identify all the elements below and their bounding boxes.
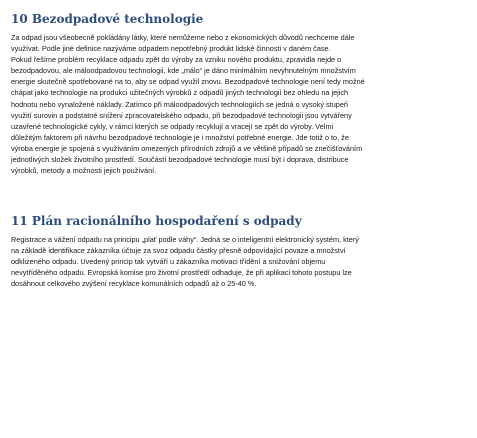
paragraph-line: energie skutečně spotřebované na to, aby se odpad využil znovu. Bezodpadové technologie není tedy možné	[11, 77, 365, 87]
paragraph-line: Registrace a vážení odpadu na principu „plať podle váhy“. Jedná se o inteligentní elektronický systém, který	[11, 235, 359, 244]
paragraph-line: jednotlivých složek životního prostředí. Součástí bezodpadové technologie musí být i doprava, distribuce	[11, 155, 349, 165]
paragraph-line: na základě identifikace zákazníka účtuje za svoz odpadu částky přesně odpovídající povaze a množství	[11, 246, 346, 256]
section-heading: 10 Bezodpadové technologie	[11, 12, 204, 26]
paragraph-line: nevytříděného odpadu. Evropská komise pro životní prostředí odhaduje, že při aplikaci tohoto postupu lze	[11, 268, 352, 278]
paragraph-line: Za odpad jsou všeobecně pokládány látky, které nemůžeme nebo z ekonomických důvodů nechceme dále	[11, 33, 355, 42]
section-paragraph	[11, 32, 467, 176]
section-heading: 11 Plán racionálního hospodaření s odpady	[11, 214, 302, 228]
paragraph-line: odklizeného odpadu. Uvedený princip tak vytváří u zákazníka motivaci třídění a snižování objemu	[11, 257, 326, 267]
section-paragraph	[11, 234, 467, 289]
paragraph-line: dosáhnout celkového zvýšení recyklace komunálních odpadů až o 25-40 %.	[11, 279, 257, 289]
paragraph-line: Pokud řešíme problém recyklace odpadu zpět do výroby za vzniku nového produktu, zpravidla nejde o	[11, 55, 342, 65]
paragraph-line: využívat. Podle jiné definice nazýváme odpadem nepotřebný produkt lidské činnosti v daném čase.	[11, 44, 331, 54]
paragraph-line: důležitým faktorem při návrhu bezodpadové technologie je i množství potřebné energie. Jde totiž o to, že	[11, 132, 349, 142]
section-bezodpadove-technologie	[11, 12, 467, 176]
paragraph-line: chápat jako technologie na produkci užitečných výrobků z odpadů jiných technologií bez ohledu na jejich	[11, 88, 349, 98]
section-plan-racionalniho-hospodareni	[11, 214, 467, 289]
paragraph-line: využití surovin a podstatné snížení zpracovatelského odpadu, při bezodpadové technologii jsou vytvářeny	[11, 110, 352, 120]
paragraph-line: výroba energie je spojená s využíváním omezených přírodních zdrojů a ve většině případů se znečišťováním	[11, 143, 363, 153]
paragraph-line: hodnotu nebo vynaložené náklady. Zatímco při máloodpadových technologiích se jedná o vysoký stupeň	[11, 99, 348, 109]
paragraph-line: výrobků, metody a možnosti jejich používání.	[11, 166, 157, 176]
paragraph-line: bezodpadovou, ale máloodpadovou technologii, kde „málo“ je dáno minimálním nevyhnutelným množstvím	[11, 66, 356, 76]
paragraph-line: uzavřené technologické cykly, v rámci kterých se odpady recyklují a vracejí se zpět do výroby. Velmi	[11, 121, 334, 131]
